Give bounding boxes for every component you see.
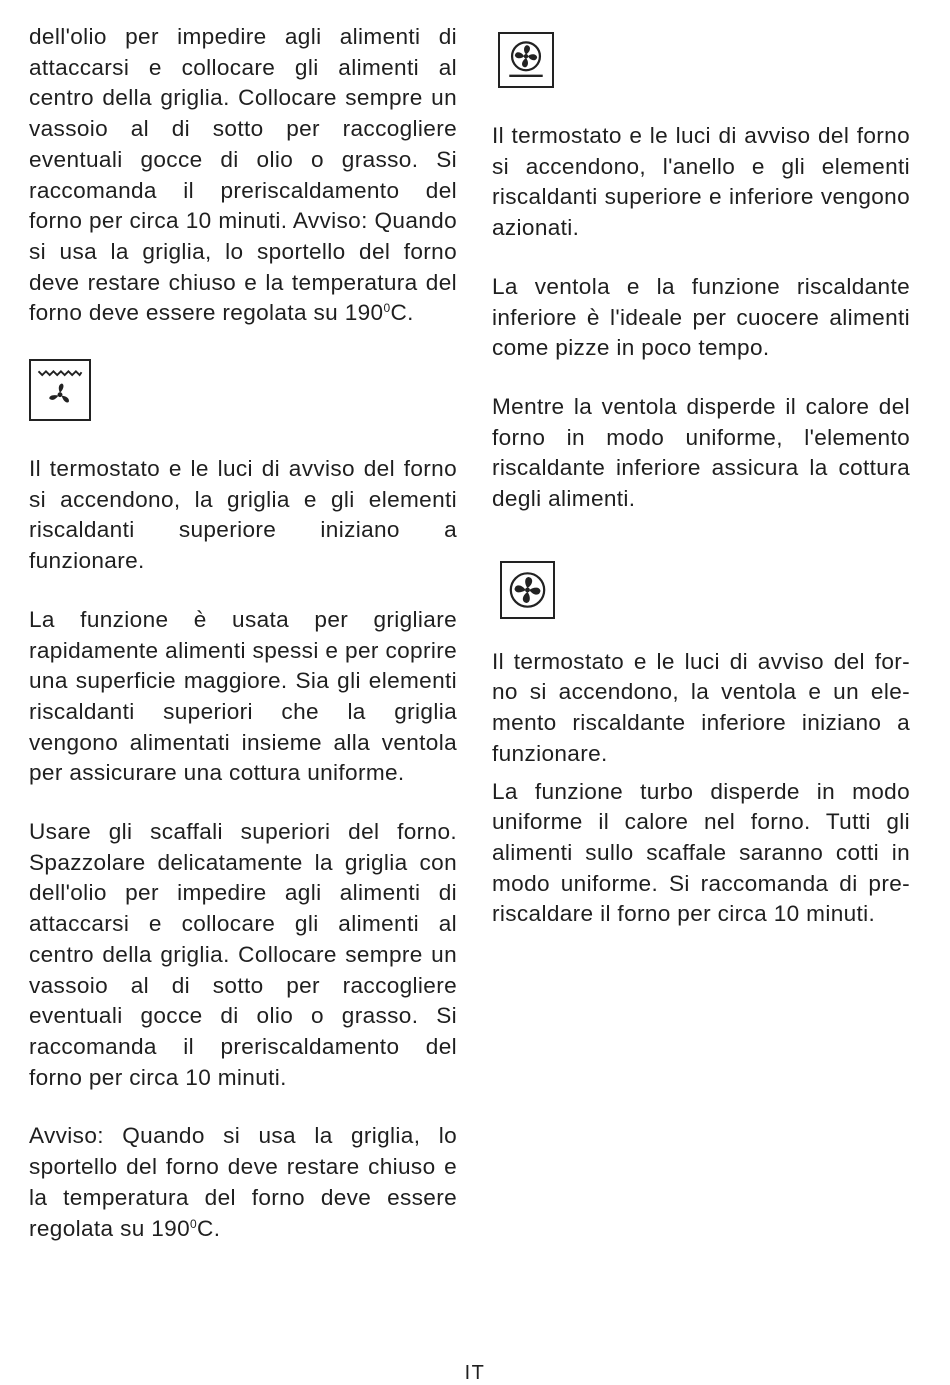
degree-superscript: 0 (190, 1216, 198, 1231)
right-paragraph-4: Il termostato e le luci di avviso del for-no si accendono, la ventola e un ele-mento riscaldante inferiore iniziano a funzionare. (492, 648, 910, 766)
left-paragraph-2: Il termostato e le luci di avviso del forno si accendono, la griglia e gli elementi riscaldanti superiore iniziano a funzionare. (29, 456, 457, 574)
left-paragraph-1-unit: C. (390, 300, 414, 326)
right-column (492, 22, 910, 930)
right-paragraph-5: La funzione turbo disperde in modo uniforme il calore nel forno. Tutti gli alimenti sullo scaffale saranno cotti in modo uniforme. Si raccomanda di pre-riscaldare il forno per circa 10 minuti. (492, 778, 910, 927)
left-paragraph-5-unit: C. (197, 1215, 221, 1241)
left-paragraph-5 (29, 1121, 457, 1244)
right-paragraph-3: Mentre la ventola disperde il calore del forno in modo uniforme, l'elemento riscaldante inferiore assicura la cottura degli alimenti. (492, 393, 910, 512)
turbo-fan-icon (500, 561, 555, 619)
left-paragraph-1 (29, 22, 457, 329)
page-language-label: IT (464, 1362, 486, 1384)
left-paragraph-4: Usare gli scaffali superiori del forno. Spazzolare delicatamente la griglia con dell'olio per impedire agli alimenti di attaccarsi e collocare gli alimenti al centro della griglia. Collocare sempre un vassoio al di sotto per raccogliere eventuali gocce di olio o grasso. Si raccomanda il preriscaldamento del forno per circa 10 minuti. (29, 819, 457, 1090)
left-column (29, 22, 457, 1244)
fan-bottom-heat-icon (498, 32, 554, 88)
right-paragraph-1: Il termostato e le luci di avviso del forno si accendono, l'anello e gli elementi riscaldanti superiore e inferiore vengono azionati. (492, 123, 910, 241)
left-paragraph-3: La funzione è usata per grigliare rapidamente alimenti spessi e per coprire una superficie maggiore. Sia gli elementi riscaldanti superiori che la griglia vengono alimentati insieme alla ventola per assicurare una cottura uniforme. (29, 606, 457, 786)
degree-superscript: 0 (383, 301, 391, 316)
left-paragraph-5-text: Avviso: Quando si usa la griglia, lo sportello del forno deve restare chiuso e la temperatura del forno deve essere regolata su 190 (29, 1123, 457, 1241)
right-paragraph-2: La ventola e la funzione riscaldante inferiore è l'ideale per cuocere alimenti come pizze in poco tempo. (492, 273, 910, 361)
grill-fan-icon (29, 359, 91, 421)
left-paragraph-1-text: dell'olio per impedire agli alimenti di attaccarsi e collocare gli alimenti al centro della griglia. Collocare sempre un vassoio al di sotto per raccogliere eventuali gocce di olio o grasso. Si raccomanda il preriscaldamento del forno per circa 10 minuti. Avviso: Quando si usa la griglia, lo sportello del forno deve restare chiuso e la temperatura del forno deve essere regolata su 190 (29, 24, 457, 326)
